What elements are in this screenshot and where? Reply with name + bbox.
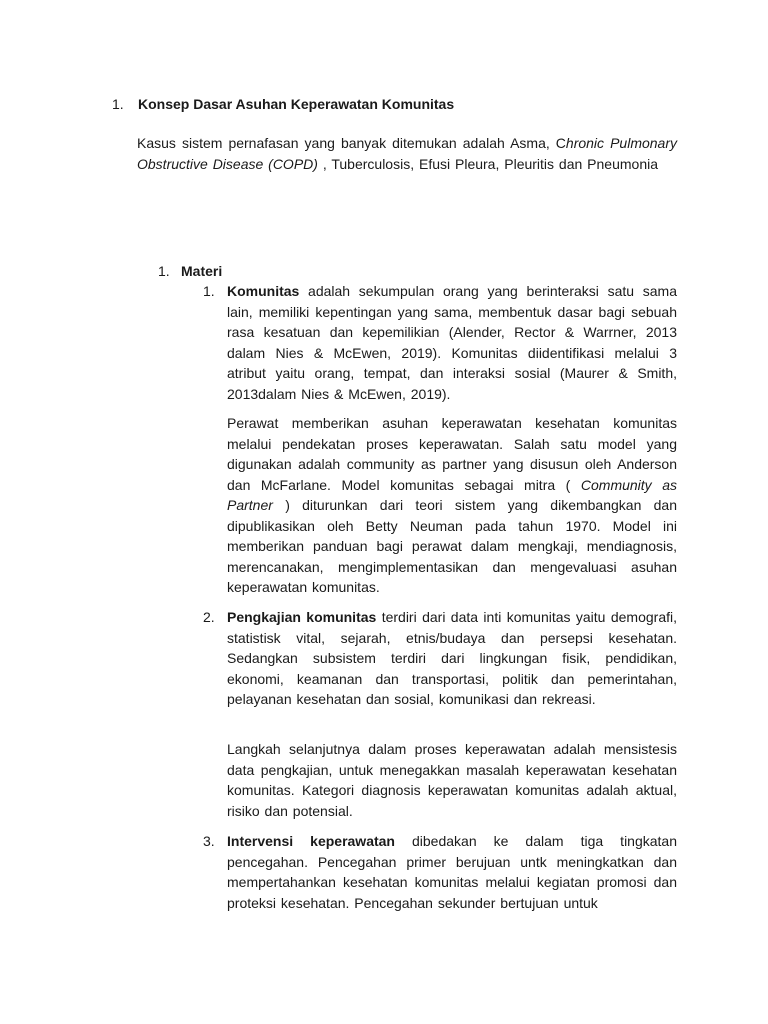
item-term: Pengkajian komunitas xyxy=(227,609,377,625)
intro-italic: hronic Pulmonary Obstructive Disease (COPD) xyxy=(137,135,677,172)
item-paragraph xyxy=(227,831,677,913)
item-paragraph-2: Langkah selanjutnya dalam proses keperawatan adalah mensistesis data pengkajian, untuk menegakkan masalah keperawatan kesehatan komunitas. Kategori diagnosis keperawatan komunitas adalah aktual, risiko dan potensial. xyxy=(227,741,677,819)
item-text-a: Perawat memberikan asuhan keperawatan kesehatan komunitas melalui pendekatan proses keperawatan. Salah satu model yang digunakan adalah community as partner yang disusun oleh Anderson dan McFarlane. Model komunitas sebagai mitra ( xyxy=(227,415,677,493)
item-number: 1. xyxy=(203,283,215,299)
item-text-b: ) diturunkan dari teori sistem yang dikembangkan dan dipublikasikan oleh Betty Neuman pada tahun 1970. Model ini memberikan panduan bagi perawat dalam mengkaji, mendiagnosis, merencanakan, mengimplementasikan dan mengevaluasi asuhan keperawatan komunitas. xyxy=(227,497,677,595)
materi-heading-row xyxy=(158,261,458,281)
section-number: 1. xyxy=(112,96,124,112)
item-text: terdiri dari data inti komunitas yaitu demografi, statistisk vital, sejarah, etnis/budaya dan persepsi kesehatan. Sedangkan subsistem terdiri dari lingkungan fisik, pendidikan, ekonomi, keamanan dan transportasi, politik dan pemerintahan, pelayanan kesehatan dan sosial, komunikasi dan rekreasi. xyxy=(227,609,677,707)
section-heading-row xyxy=(112,94,672,114)
item-text: dibedakan ke dalam tiga tingkatan pencegahan. Pencegahan primer berujuan untk meningkatkan dan mempertahankan kesehatan komunitas melalui kegiatan promosi dan proteksi kesehatan. Pencegahan sekunder bertujuan untuk xyxy=(227,833,677,911)
intro-text-b: , Tuberculosis, Efusi Pleura, Pleuritis dan Pneumonia xyxy=(317,155,658,172)
item-term: Intervensi keperawatan xyxy=(227,833,395,849)
item-text: adalah sekumpulan orang yang berinteraksi satu sama lain, memiliki kepentingan yang sama, membentuk dasar bagi sebuah rasa kesatuan dan kepemilikian (Alender, Rector & Warrner, 2013 dalam Nies & McEwen, 2019). Komunitas diidentifikasi melalui 3 atribut yaitu orang, tempat, dan interaksi sosial (Maurer & Smith, 2013dalam Nies & McEwen, 2019). xyxy=(227,283,677,402)
item-paragraph xyxy=(227,281,677,404)
intro-text-a: Kasus sistem pernafasan yang banyak ditemukan adalah Asma, C xyxy=(137,135,566,151)
section-heading: Konsep Dasar Asuhan Keperawatan Komunitas xyxy=(138,96,455,112)
item-number: 2. xyxy=(203,609,215,625)
materi-title: Materi xyxy=(181,263,223,279)
materi-number: 1. xyxy=(158,263,170,279)
item-italic: Community as Partner xyxy=(227,476,678,513)
item-term: Komunitas xyxy=(227,283,300,299)
item-paragraph xyxy=(227,607,677,710)
item-paragraph-2 xyxy=(227,413,677,598)
item-number: 3. xyxy=(203,833,215,849)
intro-paragraph xyxy=(137,133,677,174)
